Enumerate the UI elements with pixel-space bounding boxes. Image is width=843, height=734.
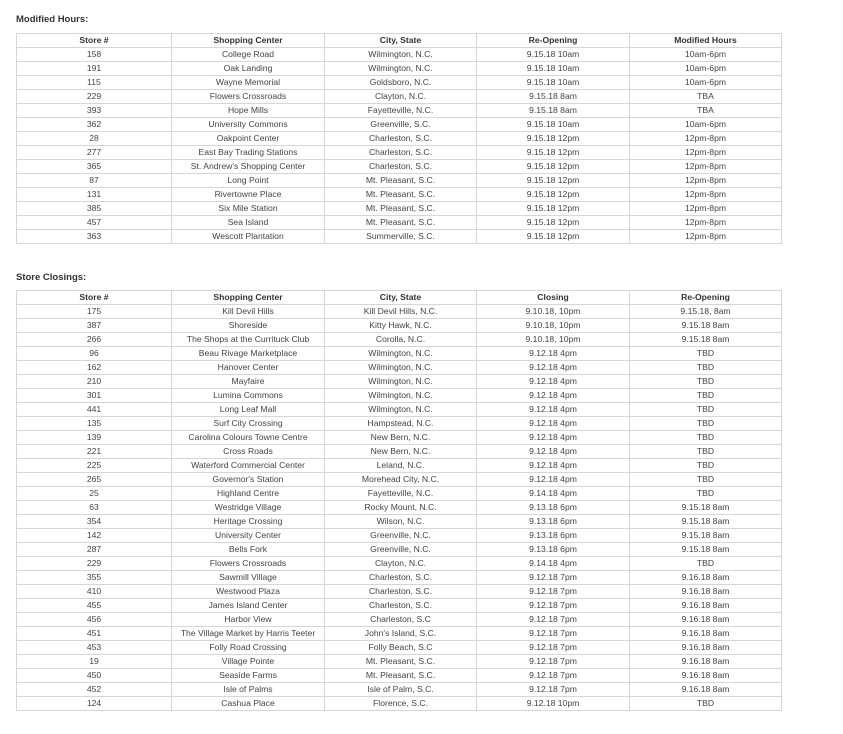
shopping-center-cell: Flowers Crossroads xyxy=(172,557,325,571)
shopping-center-cell: Governor's Station xyxy=(172,473,325,487)
city-state-cell: Leland, N.C. xyxy=(325,459,477,473)
table-row xyxy=(17,389,782,403)
hours-cell: 9.15.18 8am xyxy=(630,319,782,333)
shopping-center-cell: The Village Market by Harris Teeter xyxy=(172,627,325,641)
store-number-cell: 387 xyxy=(17,319,172,333)
table-row xyxy=(17,216,782,230)
col-header-city-state: City, State xyxy=(325,291,477,305)
date-cell: 9.13.18 6pm xyxy=(477,529,630,543)
hours-cell: 12pm-8pm xyxy=(630,174,782,188)
store-number-cell: 451 xyxy=(17,627,172,641)
hours-cell: 9.16.18 8am xyxy=(630,669,782,683)
city-state-cell: Florence, S.C. xyxy=(325,697,477,711)
date-cell: 9.12.18 7pm xyxy=(477,599,630,613)
hours-cell: TBD xyxy=(630,697,782,711)
table-row xyxy=(17,76,782,90)
table-row xyxy=(17,188,782,202)
store-number-cell: 452 xyxy=(17,683,172,697)
hours-cell: TBD xyxy=(630,487,782,501)
table-row xyxy=(17,305,782,319)
table-row xyxy=(17,487,782,501)
store-number-cell: 287 xyxy=(17,543,172,557)
date-cell: 9.13.18 6pm xyxy=(477,543,630,557)
city-state-cell: Greenville, N.C. xyxy=(325,543,477,557)
date-cell: 9.10.18, 10pm xyxy=(477,333,630,347)
table-row xyxy=(17,501,782,515)
hours-cell: 9.15.18 8am xyxy=(630,333,782,347)
table-row xyxy=(17,174,782,188)
store-number-cell: 139 xyxy=(17,431,172,445)
shopping-center-cell: Highland Centre xyxy=(172,487,325,501)
shopping-center-cell: Long Leaf Mall xyxy=(172,403,325,417)
city-state-cell: Mt. Pleasant, S.C. xyxy=(325,174,477,188)
city-state-cell: Fayetteville, N.C. xyxy=(325,487,477,501)
store-number-cell: 355 xyxy=(17,571,172,585)
table-row xyxy=(17,571,782,585)
shopping-center-cell: Westridge Village xyxy=(172,501,325,515)
table-row xyxy=(17,641,782,655)
date-cell: 9.10.18, 10pm xyxy=(477,319,630,333)
hours-cell: TBD xyxy=(630,557,782,571)
shopping-center-cell: Flowers Crossroads xyxy=(172,90,325,104)
table-row xyxy=(17,683,782,697)
hours-cell: 9.16.18 8am xyxy=(630,599,782,613)
city-state-cell: Wilmington, N.C. xyxy=(325,48,477,62)
shopping-center-cell: The Shops at the Currituck Club xyxy=(172,333,325,347)
date-cell: 9.14.18 4pm xyxy=(477,557,630,571)
city-state-cell: Folly Beach, S.C xyxy=(325,641,477,655)
city-state-cell: Mt. Pleasant, S.C. xyxy=(325,202,477,216)
store-number-cell: 385 xyxy=(17,202,172,216)
date-cell: 9.15.18 10am xyxy=(477,76,630,90)
store-number-cell: 453 xyxy=(17,641,172,655)
store-number-cell: 191 xyxy=(17,62,172,76)
city-state-cell: Mt. Pleasant, S.C. xyxy=(325,188,477,202)
col-header-modified-hours: Modified Hours xyxy=(630,34,782,48)
city-state-cell: John's Island, S.C. xyxy=(325,627,477,641)
store-number-cell: 229 xyxy=(17,557,172,571)
store-number-cell: 124 xyxy=(17,697,172,711)
shopping-center-cell: University Center xyxy=(172,529,325,543)
date-cell: 9.15.18 12pm xyxy=(477,202,630,216)
store-number-cell: 225 xyxy=(17,459,172,473)
store-number-cell: 393 xyxy=(17,104,172,118)
hours-cell: 9.15.18, 8am xyxy=(630,305,782,319)
hours-cell: 12pm-8pm xyxy=(630,188,782,202)
date-cell: 9.12.18 4pm xyxy=(477,417,630,431)
col-header-closing: Closing xyxy=(477,291,630,305)
hours-cell: 9.15.18 8am xyxy=(630,515,782,529)
store-closings-table xyxy=(16,290,782,711)
store-number-cell: 221 xyxy=(17,445,172,459)
modified-hours-table xyxy=(16,33,782,244)
store-number-cell: 142 xyxy=(17,529,172,543)
table-row xyxy=(17,627,782,641)
date-cell: 9.12.18 7pm xyxy=(477,669,630,683)
date-cell: 9.12.18 4pm xyxy=(477,389,630,403)
date-cell: 9.12.18 7pm xyxy=(477,613,630,627)
hours-cell: TBA xyxy=(630,104,782,118)
table-row xyxy=(17,90,782,104)
hours-cell: 12pm-8pm xyxy=(630,146,782,160)
store-number-cell: 96 xyxy=(17,347,172,361)
hours-cell: 10am-6pm xyxy=(630,118,782,132)
city-state-cell: Wilson, N.C. xyxy=(325,515,477,529)
hours-cell: 9.15.18 8am xyxy=(630,501,782,515)
city-state-cell: Kitty Hawk, N.C. xyxy=(325,319,477,333)
hours-cell: 10am-6pm xyxy=(630,62,782,76)
table-row xyxy=(17,543,782,557)
hours-cell: TBA xyxy=(630,90,782,104)
city-state-cell: Wilmington, N.C. xyxy=(325,361,477,375)
store-number-cell: 115 xyxy=(17,76,172,90)
date-cell: 9.12.18 4pm xyxy=(477,375,630,389)
shopping-center-cell: Isle of Palms xyxy=(172,683,325,697)
date-cell: 9.12.18 10pm xyxy=(477,697,630,711)
store-number-cell: 131 xyxy=(17,188,172,202)
hours-cell: 12pm-8pm xyxy=(630,230,782,244)
hours-cell: 12pm-8pm xyxy=(630,132,782,146)
modified-hours-title: Modified Hours: xyxy=(16,14,89,25)
store-number-cell: 354 xyxy=(17,515,172,529)
city-state-cell: Wilmington, N.C. xyxy=(325,62,477,76)
store-number-cell: 158 xyxy=(17,48,172,62)
hours-cell: 10am-6pm xyxy=(630,76,782,90)
table-row xyxy=(17,515,782,529)
shopping-center-cell: Shoreside xyxy=(172,319,325,333)
shopping-center-cell: Westwood Plaza xyxy=(172,585,325,599)
city-state-cell: Charleston, S.C. xyxy=(325,160,477,174)
date-cell: 9.15.18 8am xyxy=(477,90,630,104)
hours-cell: 10am-6pm xyxy=(630,48,782,62)
shopping-center-cell: Wayne Memorial xyxy=(172,76,325,90)
shopping-center-cell: East Bay Trading Stations xyxy=(172,146,325,160)
header-row xyxy=(17,34,782,48)
table-row xyxy=(17,669,782,683)
col-header-re-opening: Re-Opening xyxy=(477,34,630,48)
date-cell: 9.12.18 4pm xyxy=(477,361,630,375)
city-state-cell: Charleston, S.C. xyxy=(325,585,477,599)
hours-cell: TBD xyxy=(630,459,782,473)
hours-cell: TBD xyxy=(630,389,782,403)
shopping-center-cell: Hope Mills xyxy=(172,104,325,118)
shopping-center-cell: Rivertowne Place xyxy=(172,188,325,202)
store-number-cell: 456 xyxy=(17,613,172,627)
shopping-center-cell: Wescott Plantation xyxy=(172,230,325,244)
table-row xyxy=(17,459,782,473)
hours-cell: 9.16.18 8am xyxy=(630,641,782,655)
city-state-cell: Isle of Palm, S.C. xyxy=(325,683,477,697)
shopping-center-cell: Cross Roads xyxy=(172,445,325,459)
shopping-center-cell: Harbor View xyxy=(172,613,325,627)
shopping-center-cell: Hanover Center xyxy=(172,361,325,375)
city-state-cell: Wilmington, N.C. xyxy=(325,375,477,389)
date-cell: 9.12.18 4pm xyxy=(477,473,630,487)
table-row xyxy=(17,146,782,160)
table-row xyxy=(17,431,782,445)
table-row xyxy=(17,118,782,132)
col-header-store: Store # xyxy=(17,34,172,48)
city-state-cell: Greenville, S.C. xyxy=(325,118,477,132)
col-header-city-state: City, State xyxy=(325,34,477,48)
table-row xyxy=(17,319,782,333)
shopping-center-cell: Seaside Farms xyxy=(172,669,325,683)
city-state-cell: Kill Devil Hills, N.C. xyxy=(325,305,477,319)
hours-cell: TBD xyxy=(630,347,782,361)
shopping-center-cell: Bells Fork xyxy=(172,543,325,557)
shopping-center-cell: Six Mile Station xyxy=(172,202,325,216)
shopping-center-cell: Oak Landing xyxy=(172,62,325,76)
store-number-cell: 450 xyxy=(17,669,172,683)
store-number-cell: 277 xyxy=(17,146,172,160)
city-state-cell: Wilmington, N.C. xyxy=(325,403,477,417)
store-number-cell: 229 xyxy=(17,90,172,104)
city-state-cell: Rocky Mount, N.C. xyxy=(325,501,477,515)
hours-cell: 9.16.18 8am xyxy=(630,683,782,697)
shopping-center-cell: Surf City Crossing xyxy=(172,417,325,431)
table-row xyxy=(17,333,782,347)
city-state-cell: Wilmington, N.C. xyxy=(325,347,477,361)
date-cell: 9.15.18 12pm xyxy=(477,174,630,188)
shopping-center-cell: Mayfaire xyxy=(172,375,325,389)
store-number-cell: 455 xyxy=(17,599,172,613)
city-state-cell: Charleston, S.C. xyxy=(325,599,477,613)
table-row xyxy=(17,375,782,389)
store-number-cell: 162 xyxy=(17,361,172,375)
date-cell: 9.12.18 7pm xyxy=(477,655,630,669)
shopping-center-cell: Waterford Commercial Center xyxy=(172,459,325,473)
table-row xyxy=(17,48,782,62)
table-row xyxy=(17,347,782,361)
store-number-cell: 266 xyxy=(17,333,172,347)
date-cell: 9.13.18 6pm xyxy=(477,501,630,515)
hours-cell: 9.15.18 8am xyxy=(630,543,782,557)
city-state-cell: Mt. Pleasant, S.C. xyxy=(325,655,477,669)
hours-cell: TBD xyxy=(630,417,782,431)
hours-cell: 9.16.18 8am xyxy=(630,627,782,641)
date-cell: 9.15.18 12pm xyxy=(477,160,630,174)
store-number-cell: 363 xyxy=(17,230,172,244)
col-header-re-opening: Re-Opening xyxy=(630,291,782,305)
hours-cell: 9.16.18 8am xyxy=(630,613,782,627)
city-state-cell: Clayton, N.C. xyxy=(325,90,477,104)
city-state-cell: Mt. Pleasant, S.C. xyxy=(325,216,477,230)
col-header-shopping-center: Shopping Center xyxy=(172,291,325,305)
date-cell: 9.15.18 10am xyxy=(477,62,630,76)
store-number-cell: 87 xyxy=(17,174,172,188)
date-cell: 9.15.18 10am xyxy=(477,48,630,62)
table-row xyxy=(17,160,782,174)
store-number-cell: 265 xyxy=(17,473,172,487)
col-header-shopping-center: Shopping Center xyxy=(172,34,325,48)
table-row xyxy=(17,417,782,431)
table-row xyxy=(17,202,782,216)
shopping-center-cell: Lumina Commons xyxy=(172,389,325,403)
table-row xyxy=(17,230,782,244)
table-row xyxy=(17,361,782,375)
city-state-cell: Mt. Pleasant, S.C. xyxy=(325,669,477,683)
city-state-cell: Corolla, N.C. xyxy=(325,333,477,347)
header-row xyxy=(17,291,782,305)
date-cell: 9.12.18 4pm xyxy=(477,403,630,417)
hours-cell: TBD xyxy=(630,375,782,389)
date-cell: 9.12.18 4pm xyxy=(477,431,630,445)
hours-cell: TBD xyxy=(630,361,782,375)
store-number-cell: 63 xyxy=(17,501,172,515)
col-header-store: Store # xyxy=(17,291,172,305)
date-cell: 9.12.18 4pm xyxy=(477,459,630,473)
city-state-cell: Goldsboro, N.C. xyxy=(325,76,477,90)
table-row xyxy=(17,104,782,118)
hours-cell: 9.16.18 8am xyxy=(630,571,782,585)
store-number-cell: 410 xyxy=(17,585,172,599)
date-cell: 9.15.18 12pm xyxy=(477,132,630,146)
hours-cell: 9.16.18 8am xyxy=(630,585,782,599)
table-row xyxy=(17,697,782,711)
shopping-center-cell: Sea Island xyxy=(172,216,325,230)
city-state-cell: Summerville, S.C. xyxy=(325,230,477,244)
date-cell: 9.15.18 12pm xyxy=(477,216,630,230)
table-row xyxy=(17,613,782,627)
hours-cell: TBD xyxy=(630,403,782,417)
store-number-cell: 25 xyxy=(17,487,172,501)
city-state-cell: Clayton, N.C. xyxy=(325,557,477,571)
hours-cell: 12pm-8pm xyxy=(630,160,782,174)
shopping-center-cell: Heritage Crossing xyxy=(172,515,325,529)
hours-cell: TBD xyxy=(630,445,782,459)
shopping-center-cell: St. Andrew's Shopping Center xyxy=(172,160,325,174)
table-row xyxy=(17,132,782,146)
shopping-center-cell: Village Pointe xyxy=(172,655,325,669)
shopping-center-cell: Carolina Colours Towne Centre xyxy=(172,431,325,445)
city-state-cell: Charleston, S.C. xyxy=(325,571,477,585)
table-row xyxy=(17,445,782,459)
shopping-center-cell: University Commons xyxy=(172,118,325,132)
shopping-center-cell: Long Point xyxy=(172,174,325,188)
store-number-cell: 210 xyxy=(17,375,172,389)
date-cell: 9.12.18 7pm xyxy=(477,627,630,641)
table-row xyxy=(17,585,782,599)
city-state-cell: Charleston, S.C xyxy=(325,613,477,627)
shopping-center-cell: Cashua Place xyxy=(172,697,325,711)
date-cell: 9.12.18 4pm xyxy=(477,445,630,459)
store-number-cell: 135 xyxy=(17,417,172,431)
shopping-center-cell: College Road xyxy=(172,48,325,62)
store-number-cell: 301 xyxy=(17,389,172,403)
table-row xyxy=(17,655,782,669)
date-cell: 9.12.18 4pm xyxy=(477,347,630,361)
city-state-cell: Charleston, S.C. xyxy=(325,146,477,160)
city-state-cell: New Bern, N.C. xyxy=(325,445,477,459)
date-cell: 9.15.18 10am xyxy=(477,118,630,132)
date-cell: 9.15.18 12pm xyxy=(477,188,630,202)
table-row xyxy=(17,557,782,571)
date-cell: 9.10.18, 10pm xyxy=(477,305,630,319)
shopping-center-cell: Sawmill Village xyxy=(172,571,325,585)
date-cell: 9.12.18 7pm xyxy=(477,571,630,585)
date-cell: 9.15.18 12pm xyxy=(477,230,630,244)
city-state-cell: Fayetteville, N.C. xyxy=(325,104,477,118)
city-state-cell: Wilmington, N.C. xyxy=(325,389,477,403)
store-number-cell: 441 xyxy=(17,403,172,417)
date-cell: 9.14.18 4pm xyxy=(477,487,630,501)
hours-cell: 12pm-8pm xyxy=(630,202,782,216)
store-closings-title: Store Closings: xyxy=(16,272,87,283)
date-cell: 9.13.18 6pm xyxy=(477,515,630,529)
hours-cell: 9.15.18 8am xyxy=(630,529,782,543)
date-cell: 9.12.18 7pm xyxy=(477,683,630,697)
city-state-cell: Morehead City, N.C. xyxy=(325,473,477,487)
store-number-cell: 19 xyxy=(17,655,172,669)
hours-cell: TBD xyxy=(630,431,782,445)
store-number-cell: 362 xyxy=(17,118,172,132)
store-number-cell: 457 xyxy=(17,216,172,230)
store-number-cell: 175 xyxy=(17,305,172,319)
date-cell: 9.15.18 8am xyxy=(477,104,630,118)
date-cell: 9.12.18 7pm xyxy=(477,641,630,655)
hours-cell: 9.16.18 8am xyxy=(630,655,782,669)
date-cell: 9.12.18 7pm xyxy=(477,585,630,599)
table-row xyxy=(17,529,782,543)
table-row xyxy=(17,473,782,487)
hours-cell: 12pm-8pm xyxy=(630,216,782,230)
shopping-center-cell: James Island Center xyxy=(172,599,325,613)
shopping-center-cell: Folly Road Crossing xyxy=(172,641,325,655)
city-state-cell: Greenville, N.C. xyxy=(325,529,477,543)
store-number-cell: 365 xyxy=(17,160,172,174)
shopping-center-cell: Kill Devil Hills xyxy=(172,305,325,319)
shopping-center-cell: Oakpoint Center xyxy=(172,132,325,146)
table-row xyxy=(17,62,782,76)
store-number-cell: 28 xyxy=(17,132,172,146)
table-row xyxy=(17,403,782,417)
city-state-cell: Charleston, S.C. xyxy=(325,132,477,146)
city-state-cell: Hampstead, N.C. xyxy=(325,417,477,431)
city-state-cell: New Bern, N.C. xyxy=(325,431,477,445)
shopping-center-cell: Beau Rivage Marketplace xyxy=(172,347,325,361)
hours-cell: TBD xyxy=(630,473,782,487)
table-row xyxy=(17,599,782,613)
date-cell: 9.15.18 12pm xyxy=(477,146,630,160)
